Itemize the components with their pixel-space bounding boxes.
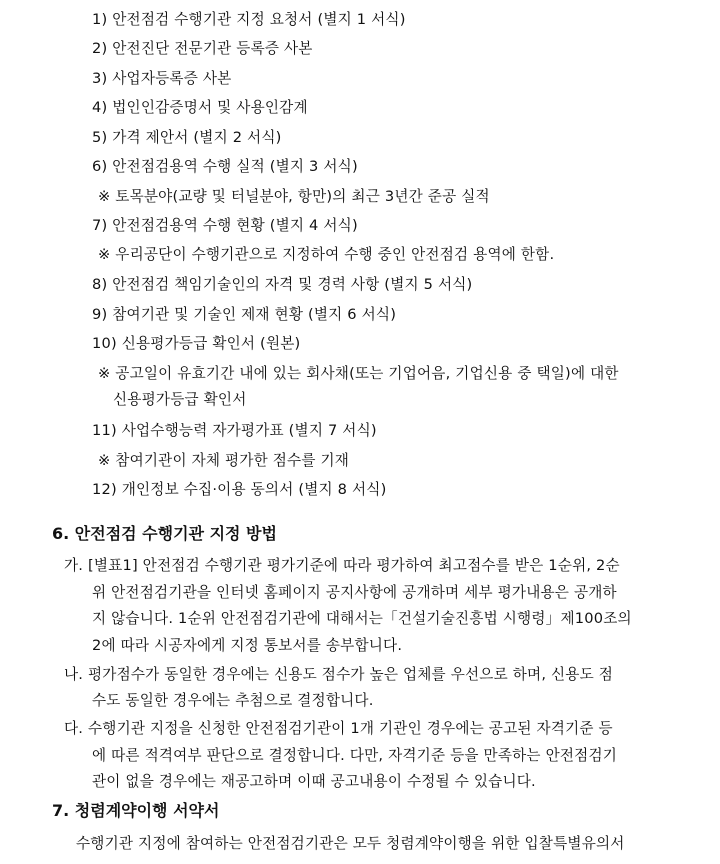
list-item: 3) 사업자등록증 사본 [92, 70, 232, 87]
paragraph-line: 나. 평가점수가 동일한 경우에는 신용도 점수가 높은 업체를 우선으로 하며, 신용도 점 [64, 666, 614, 683]
list-item: 9) 참여기관 및 기술인 제재 현황 (별지 6 서식) [92, 306, 397, 323]
paragraph-line: 관이 없을 경우에는 재공고하며 이때 공고내용이 수정될 수 있습니다. [92, 773, 536, 790]
list-item: 11) 사업수행능력 자가평가표 (별지 7 서식) [92, 422, 377, 439]
section-heading: 7. 청렴계약이행 서약서 [52, 801, 220, 820]
list-item: 10) 신용평가등급 확인서 (원본) [92, 335, 301, 352]
list-note: ※ 참여기관이 자체 평가한 점수를 기재 [98, 452, 350, 469]
paragraph-line: 가. [별표1] 안전점검 수행기관 평가기준에 따라 평가하여 최고점수를 받은 1순위, 2순 [64, 557, 620, 574]
paragraph-line: 다. 수행기관 지정을 신청한 안전점검기관이 1개 기관인 경우에는 공고된 자격기준 등 [64, 720, 613, 737]
list-note-continued: 신용평가등급 확인서 [113, 391, 247, 408]
list-item: 8) 안전점검 책임기술인의 자격 및 경력 사항 (별지 5 서식) [92, 276, 473, 293]
list-note: ※ 우리공단이 수행기관으로 지정하여 수행 중인 안전점검 용역에 한함. [98, 246, 555, 263]
paragraph-line: 수행기관 지정에 참여하는 안전점검기관은 모두 청렴계약이행을 위한 입찰특별유의서 [76, 835, 625, 852]
list-note: ※ 토목분야(교량 및 터널분야, 항만)의 최근 3년간 준공 실적 [98, 188, 490, 205]
paragraph-line: 지 않습니다. 1순위 안전점검기관에 대해서는「건설기술진흥법 시행령」제100조의 [92, 610, 632, 627]
list-item: 7) 안전점검용역 수행 현황 (별지 4 서식) [92, 217, 358, 234]
list-item: 2) 안전진단 전문기관 등록증 사본 [92, 40, 313, 57]
list-item: 6) 안전점검용역 수행 실적 (별지 3 서식) [92, 158, 358, 175]
list-note: ※ 공고일이 유효기간 내에 있는 회사채(또는 기업어음, 기업신용 중 택일)에 대한 [98, 365, 619, 382]
list-item: 4) 법인인감증명서 및 사용인감계 [92, 99, 308, 116]
paragraph-line: 위 안전점검기관을 인터넷 홈페이지 공지사항에 공개하며 세부 평가내용은 공개하 [92, 584, 617, 601]
paragraph-line: 2에 따라 시공자에게 지정 통보서를 송부합니다. [92, 637, 403, 654]
paragraph-line: 수도 동일한 경우에는 추첨으로 결정합니다. [92, 692, 374, 709]
list-item: 5) 가격 제안서 (별지 2 서식) [92, 129, 282, 146]
paragraph-line: 에 따른 적격여부 판단으로 결정합니다. 다만, 자격기준 등을 만족하는 안전점검기 [92, 747, 618, 764]
section-heading: 6. 안전점검 수행기관 지정 방법 [52, 524, 277, 543]
list-item: 1) 안전점검 수행기관 지정 요청서 (별지 1 서식) [92, 11, 406, 28]
list-item: 12) 개인정보 수집·이용 동의서 (별지 8 서식) [92, 481, 387, 498]
